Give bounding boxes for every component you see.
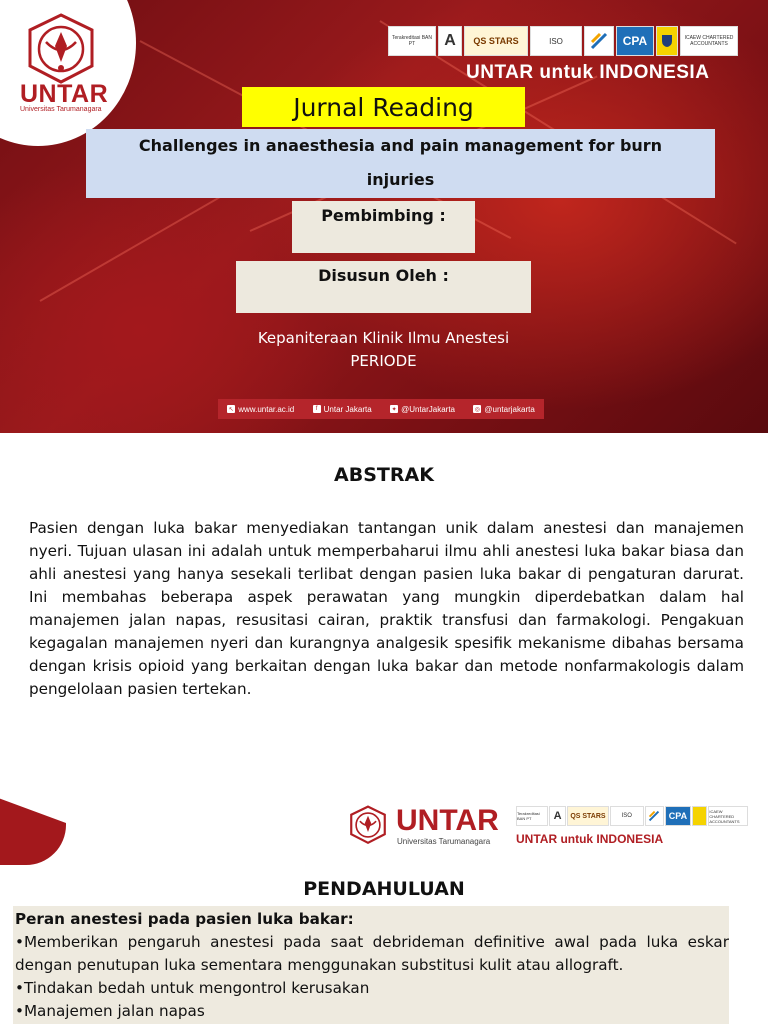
social-instagram[interactable] xyxy=(473,405,534,414)
facebook-icon: f xyxy=(313,405,321,413)
social-website-label: www.untar.ac.id xyxy=(238,404,295,414)
article-title-line: Challenges in anaesthesia and pain management for burn xyxy=(138,136,663,155)
accreditation-strip xyxy=(516,806,748,826)
pendahuluan-intro: Peran anestesi pada pasien luka bakar: xyxy=(15,910,354,928)
jaber-icon xyxy=(645,806,664,826)
untar-emblem-icon xyxy=(348,805,388,845)
social-facebook-label: Untar Jakarta xyxy=(323,404,372,414)
accreditation-badge: CPA xyxy=(616,26,654,56)
logo-subtitle: Universitas Tarumanagara xyxy=(397,837,491,846)
social-twitter-label: @UntarJakarta xyxy=(401,404,455,414)
page-title: Jurnal Reading xyxy=(242,87,525,127)
instagram-icon: ◎ xyxy=(474,406,481,413)
accreditation-badge: Terakreditasi BAN PT xyxy=(388,26,436,56)
list-item: •Manajemen jalan napas xyxy=(15,1002,205,1020)
social-instagram-label: @untarjakarta xyxy=(484,404,535,414)
article-title-line: injuries xyxy=(366,170,435,189)
article-title xyxy=(86,129,715,198)
pembimbing-label: Pembimbing : xyxy=(321,206,446,225)
kepaniteraan-info xyxy=(200,327,567,373)
kepaniteraan-text: Kepaniteraan Klinik Ilmu Anestesi xyxy=(257,329,510,347)
logo-name: UNTAR xyxy=(20,80,109,108)
social-bar xyxy=(218,399,544,419)
list-item: •Tindakan bedah untuk mengontrol kerusakan xyxy=(15,979,370,997)
twitter-icon: ✦ xyxy=(391,406,397,413)
social-twitter[interactable] xyxy=(390,405,455,414)
accreditation-badge: ISO xyxy=(530,26,582,56)
accreditation-badge: ISO xyxy=(610,806,644,826)
accreditation-badge: CPA xyxy=(665,806,691,826)
accreditation-badge: ICAEW CHARTERED ACCOUNTANTS xyxy=(708,806,748,826)
accreditation-badge: A xyxy=(438,26,462,56)
shield-badge-icon xyxy=(692,806,707,826)
abstract-body: Pasien dengan luka bakar menyediakan tantangan unik dalam anestesi dan manajemen nyeri. Tujuan ulasan ini adalah untuk memperbaharui ilmu ahli anestesi luka bakar biasa dan ahli anestesi yang hanya sesekali terlibat dengan pasien luka bakar di pengaturan darurat. Ini membahas beberapa aspek perawatan yang mungkin diperdebatkan dalam hal manajemen jalan napas, resusitasi cairan, praktik transfusi dan farmakologi. Pengakuan kegagalan manajemen nyeri dan kurangnya analgesik spesifik mekanisme dibahas bersama dengan krisis opioid yang berkaitan dengan luka bakar dan metode nonfarmakologis dalam pengelolaan pasien tertekan. xyxy=(29,519,744,698)
disusun-box xyxy=(236,261,531,313)
accreditation-badge: QS STARS xyxy=(464,26,528,56)
accreditation-badge: Terakreditasi BAN PT xyxy=(516,806,548,826)
accreditation-badge: QS STARS xyxy=(567,806,609,826)
accreditation-strip xyxy=(388,26,750,56)
accreditation-badge: A xyxy=(549,806,566,826)
pendahuluan-content xyxy=(15,908,729,1023)
list-item: •Memberikan pengaruh anestesi pada saat debrideman definitive awal pada luka eskar dengan penutupan luka sementara menggunakan substitusi kulit atau allograft. xyxy=(15,933,729,974)
cursor-icon: ↖ xyxy=(228,406,234,413)
untar-emblem-icon xyxy=(24,12,98,86)
disusun-label: Disusun Oleh : xyxy=(318,266,449,285)
title-slide xyxy=(0,0,768,433)
social-website[interactable] xyxy=(227,405,294,414)
shield-badge-icon xyxy=(656,26,678,56)
logo-name: UNTAR xyxy=(396,804,499,837)
pendahuluan-heading: PENDAHULUAN xyxy=(303,878,465,900)
logo-subtitle: Universitas Tarumanagara xyxy=(20,106,102,113)
accreditation-badge: ICAEW CHARTERED ACCOUNTANTS xyxy=(680,26,738,56)
tagline: UNTAR untuk INDONESIA xyxy=(516,832,664,846)
decorative-corner xyxy=(0,795,66,865)
tagline: UNTAR untuk INDONESIA xyxy=(466,62,710,83)
periode-text: PERIODE xyxy=(350,352,417,370)
jaber-icon xyxy=(584,26,614,56)
social-facebook[interactable] xyxy=(313,405,372,414)
pembimbing-box xyxy=(292,201,475,253)
abstract-heading: ABSTRAK xyxy=(334,464,434,486)
